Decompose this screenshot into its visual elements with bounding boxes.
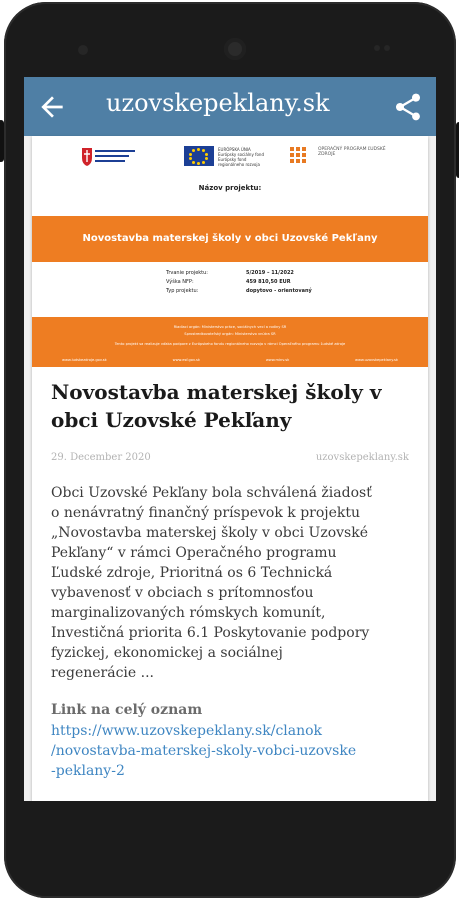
eu-logo-text: EURÓPSKA ÚNIA Európsky sociálny fond Európsky fond regionálneho rozvoja (218, 147, 265, 167)
footer-url: www.esf.gov.sk (172, 358, 200, 362)
info-row: Typ projektu: dopytovo - orientovaný (166, 288, 312, 294)
article-meta (51, 452, 409, 463)
eu-flag-icon (184, 146, 214, 166)
footer-url: www.uzovskepeklany.sk (355, 358, 398, 362)
footer-line: Riadiaci orgán: Ministerstvo práce, sociálnych vecí a rodiny SR (173, 325, 287, 329)
footer-url: www.ludskezdroje.gov.sk (62, 358, 107, 362)
app-bar (24, 77, 436, 136)
banner-logos (32, 144, 428, 168)
project-name-strip (32, 216, 428, 262)
link-label: Link na celý oznam (51, 702, 203, 718)
article-card[interactable] (32, 136, 428, 801)
article-title: Novostavba materskej školy v obci Uzovské Pekľany (51, 380, 382, 432)
slovak-ministry-logo (80, 146, 140, 168)
project-label: Názov projektu: (198, 184, 262, 192)
app-screen (24, 77, 436, 801)
info-row: Výška NFP: 459 810,50 EUR (166, 279, 291, 285)
footer-line: Tento projekt sa realizuje vďaka podpore z Európskeho fondu regionálneho rozvoja v rámci Operačného programu Ľudské zdroje (114, 342, 346, 346)
article-body: Obci Uzovské Pekľany bola schválená žiadosť o nenávratný finančný príspevok k projektu „Novostavba materskej školy v obci Uzovské Pekľany“ v rámci Operačného programu Ľudské zdroje, Prioritná os 6 Technická vybavenosť v obciach s prítomnosťou marginalizovaných rómskych komunít, Investičná priorita 6.1 Poskytovanie podpory fyzickej, ekonomickej a sociálnej regenerácie ... (51, 485, 372, 681)
front-sensor-left (78, 45, 88, 55)
project-name: Novostavba materskej školy v obci Uzovské Pekľany (82, 233, 378, 244)
project-banner-image (32, 136, 428, 372)
banner-footer-strip (32, 317, 428, 367)
app-title: uzovskepeklany.sk (106, 89, 330, 117)
project-info (166, 269, 312, 296)
article-link[interactable]: https://www.uzovskepeklany.sk/clanok /novostavba-materskej-skoly-vobci-uzovske -peklany-2 (51, 723, 357, 779)
arrow-back-icon[interactable] (36, 91, 68, 123)
volume-button (0, 120, 4, 162)
info-row: Trvanie projektu: 5/2019 – 11/2022 (166, 270, 294, 276)
front-sensor-right-2 (384, 45, 390, 51)
front-sensor-right (374, 45, 380, 51)
footer-line: Sprostredkovateľský orgán: Ministerstvo vnútra SR (184, 332, 276, 336)
footer-url: www.minv.sk (265, 358, 290, 362)
front-camera (224, 38, 246, 60)
footer-urls (62, 358, 398, 362)
article-date: 29. December 2020 (51, 452, 151, 463)
share-icon[interactable] (392, 91, 424, 123)
op-logo-icon (290, 147, 310, 165)
op-logo-text: OPERAČNÝ PROGRAM ĽUDSKÉ ZDROJE (318, 147, 386, 157)
article-source: uzovskepeklany.sk (315, 452, 409, 463)
